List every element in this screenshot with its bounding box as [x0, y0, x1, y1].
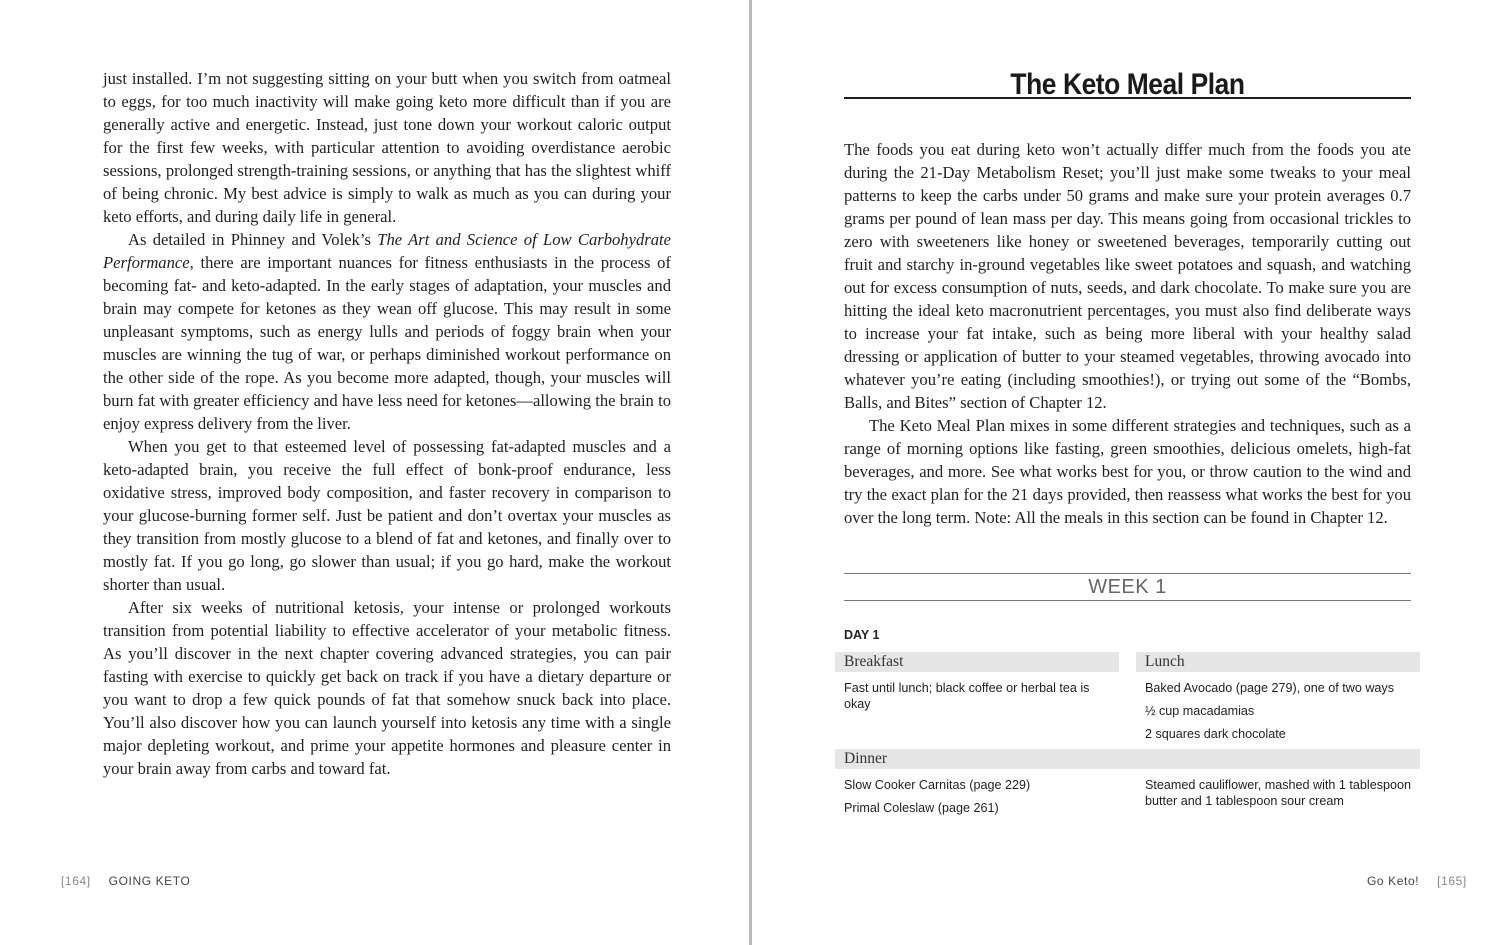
paragraph — [103, 596, 671, 780]
left-page — [0, 0, 749, 945]
meal-item: 2 squares dark chocolate — [1145, 727, 1286, 741]
lunch-items — [1145, 680, 1420, 749]
page-number: [164] — [61, 874, 91, 888]
meal-header-dinner: Dinner — [835, 749, 1420, 769]
right-footer — [1367, 874, 1467, 888]
meal-item: Steamed cauliflower, mashed with 1 tablespoon butter and 1 tablespoon sour cream — [1145, 778, 1412, 808]
left-footer — [61, 874, 190, 888]
paragraph-text: there are important nuances for fitness enthusiasts in the process of becoming fat- and keto-adapted. In the early stages of adaptation, your muscles and brain may compete for ketones as they wean off glucose. This may result in some unpleasant symptoms, such as energy lulls and periods of foggy brain when your muscles are winning the tug of war, or perhaps diminished workout performance on the other side of the rope. As you become more adapted, though, your muscles will burn fat with greater efficiency and have less need for ketones—allowing the brain to enjoy express delivery from the liver. — [103, 253, 671, 433]
paragraph: The foods you eat during keto won’t actually differ much from the foods you ate during the 21-Day Metabolism Reset; you’ll just make some tweaks to your meal patterns to keep the carbs under 50 grams and make sure your protein averages 0.7 grams per pound of lean mass per day. This means going from occasional trickles to zero with sweeteners like honey or sweetened beverages, temporarily cutting out fruit and starchy in-ground vegetables like sweet potatoes and squash, and watching out for excess consumption of nuts, seeds, and dark chocolate. To make sure you are hitting the ideal keto macronutrient percentages, you must also find deliberate ways to increase your fat intake, such as being more liberal with your healthy salad dressing or application of butter to your steamed vegetables, throwing avocado into whatever you’re eating (including smoothies!), or trying out some of the “Bombs, Balls, and Bites” section of Chapter 12. — [844, 140, 1411, 412]
running-head: Go Keto! — [1367, 874, 1420, 888]
paragraph-text: just installed. I’m not suggesting sitting on your butt when you switch from oatmeal to eggs, for too much inactivity will make going keto more difficult than if you are generally active and energetic. Instead, just tone down your workout caloric output for the first few weeks, with particular attention to avoiding overdistance aerobic sessions, prolonged strength-training sessions, or anything that has the slightest whiff of being chronic. My best advice is simply to walk as much as you can during your keto efforts, and during daily life in general. — [103, 69, 671, 226]
meal-header-breakfast: Breakfast — [835, 652, 1119, 672]
paragraph: The Keto Meal Plan mixes in some different strategies and techniques, such as a range of morning options like fasting, green smoothies, delicious omelets, high-fat beverages, and more. See what works best for you, or throw caution to the wind and try the exact plan for the 21 days provided, then reassess what works the best for you over the long term. Note: All the meals in this section can be found in Chapter 12. — [844, 416, 1411, 527]
dinner-items-right — [1145, 777, 1420, 816]
left-body-text — [103, 67, 671, 780]
paragraph — [103, 228, 671, 435]
breakfast-items — [844, 680, 1104, 719]
page-number: [165] — [1437, 874, 1467, 888]
chapter-title: The Keto Meal Plan — [1010, 68, 1245, 101]
paragraph — [103, 435, 671, 596]
right-body-text — [844, 138, 1411, 529]
paragraph-text: As detailed in Phinney and Volek’s — [128, 230, 378, 249]
paragraph-text: When you get to that esteemed level of possessing fat-adapted muscles and a keto-adapted brain, you receive the full effect of bonk-proof endurance, less oxidative stress, improved body composition, and faster recovery in comparison to your glucose-burning former self. Just be patient and don’t overtax your muscles as they transition from mostly glucose to a blend of fat and ketones, and finally over to mostly fat. If you go long, go slower than usual; if you go hard, make the workout shorter than usual. — [103, 437, 671, 594]
paragraph — [103, 67, 671, 228]
meal-item: Baked Avocado (page 279), one of two ways — [1145, 681, 1395, 695]
dinner-items-left — [844, 777, 1114, 823]
paragraph-text: After six weeks of nutritional ketosis, your intense or prolonged workouts transition from potential liability to effective accelerator of your metabolic fitness. As you’ll discover in the next chapter covering advanced strategies, you can pair fasting with exercise to quickly get back on track if you have a dietary departure or you want to drop a few quick pounds of fat that somehow snuck back into place. You’ll also discover how you can launch yourself into ketosis any time with a single major depleting workout, and prime your appetite hormones and pleasure center in your brain away from carbs and toward fat. — [103, 598, 671, 778]
meal-item: Slow Cooker Carnitas (page 229) — [844, 778, 1031, 792]
meal-item: Primal Coleslaw (page 261) — [844, 801, 999, 815]
week-label: WEEK 1 — [1088, 576, 1167, 598]
running-head: GOING KETO — [108, 874, 191, 888]
meal-header-lunch: Lunch — [1136, 652, 1420, 672]
meal-item: ½ cup macadamias — [1145, 704, 1255, 718]
right-page — [752, 0, 1500, 945]
week-bottom-rule — [844, 600, 1411, 601]
meal-item: Fast until lunch; black coffee or herbal tea is okay — [844, 681, 1090, 711]
book-title-italic: The Art and Science of Low Carbohydrate Performance, — [103, 230, 671, 272]
day-label: DAY 1 — [844, 628, 880, 642]
chapter-title-block — [844, 66, 1411, 100]
